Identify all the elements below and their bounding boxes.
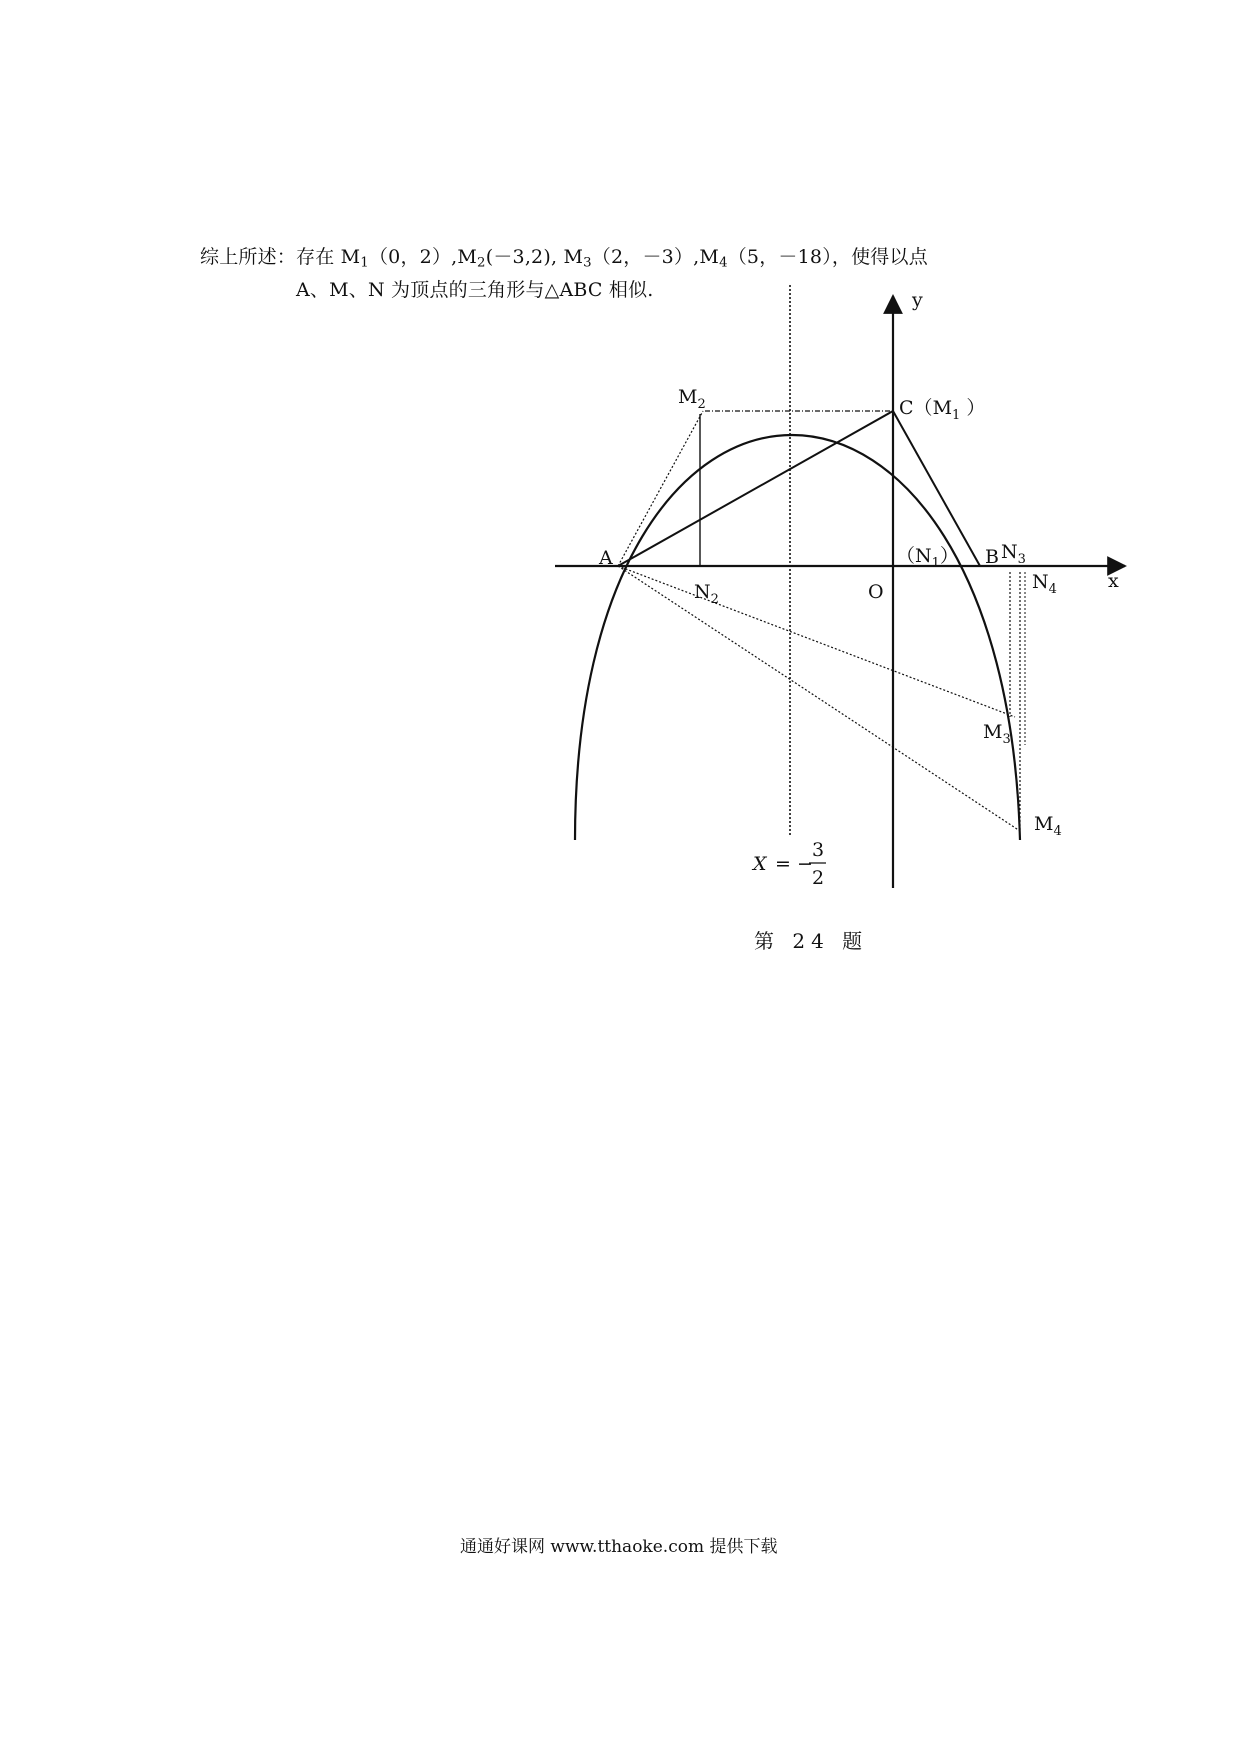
- origin-label: O: [868, 581, 884, 603]
- svg-text:X: X: [753, 853, 767, 875]
- point-M3-label: $M_3$: [983, 721, 1011, 747]
- segment-AC: [618, 411, 893, 566]
- point-M4-label: $M_4$: [1034, 813, 1062, 839]
- conclusion-line-1: 综上所述：存在 $M_1(0$，$2),M_2(-3,2)$, $M_3(2$，$-3),M_4(5$，－18），使得以点: [200, 246, 928, 271]
- figure-caption: 第 24 题: [754, 929, 869, 953]
- x-axis-label: x: [1108, 570, 1119, 592]
- y-axis-label: y: [912, 289, 923, 311]
- point-N3-label: $N_3$: [1001, 541, 1026, 567]
- point-N1-label: $(N_1)$: [896, 545, 959, 571]
- point-M2-label: $M_2$: [678, 386, 706, 412]
- point-C-label: $C(M_1$ ）: [899, 397, 986, 423]
- svg-text:3: 3: [812, 839, 825, 861]
- page-footer: 通通好课网 www.tthaoke.com 提供下载: [460, 1537, 778, 1557]
- point-B-label: B: [985, 546, 999, 568]
- point-A-label: A: [599, 547, 613, 569]
- symmetry-axis-equation: [751, 839, 826, 889]
- conclusion-line-2: A、M、N 为顶点的三角形与△ABC 相似.: [296, 279, 654, 301]
- svg-text:2: 2: [812, 867, 825, 889]
- segment-A-M3: [618, 566, 1015, 717]
- svg-text:= −: = −: [775, 853, 813, 875]
- point-N2-label: $N_2$: [694, 581, 719, 607]
- point-N4-label: $N_4$: [1032, 571, 1057, 597]
- parabola-curve: [575, 435, 1020, 840]
- segment-A-M4: [618, 566, 1020, 831]
